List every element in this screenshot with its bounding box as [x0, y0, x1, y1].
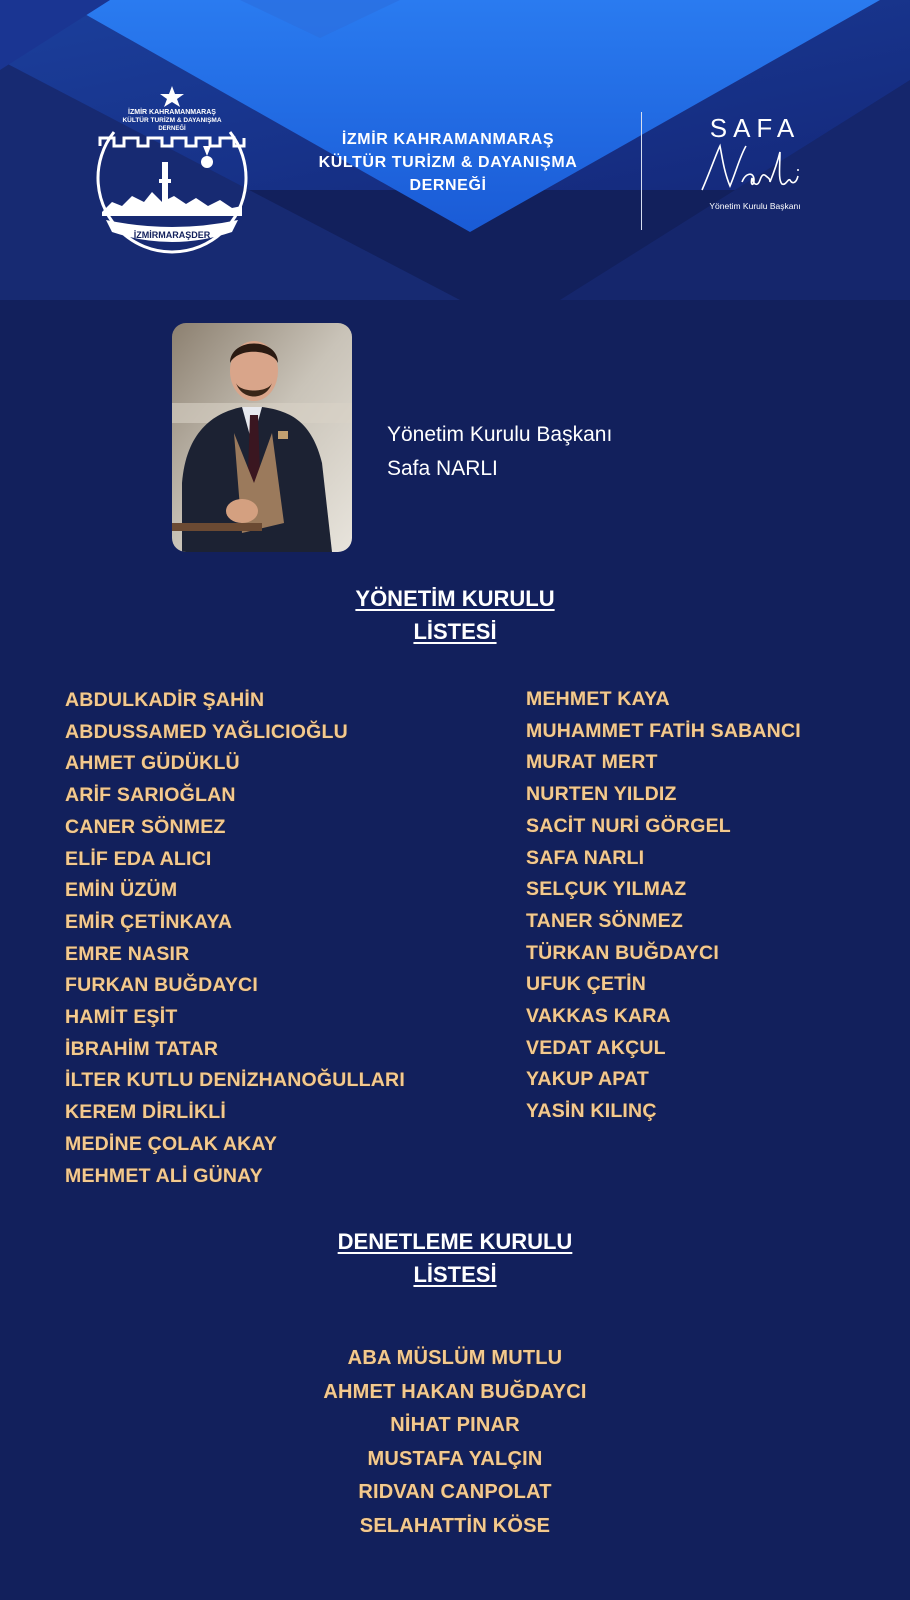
- audit-list: [0, 1342, 910, 1544]
- org-title-line: KÜLTÜR TURİZM & DAYANIŞMA: [318, 154, 578, 171]
- list-item: NİHAT PINAR: [390, 1414, 520, 1437]
- list-item: VEDAT AKÇUL: [526, 1036, 666, 1059]
- president-photo: [172, 323, 352, 552]
- audit-section-title: [0, 1225, 910, 1291]
- association-logo: [92, 84, 252, 254]
- signature-script-icon: [680, 142, 830, 194]
- list-item: VAKKAS KARA: [526, 1005, 671, 1028]
- list-item: CANER SÖNMEZ: [65, 815, 226, 838]
- organization-title: [278, 128, 618, 197]
- list-item: ABDUSSAMED YAĞLICIOĞLU: [65, 720, 348, 743]
- list-item: EMİN ÜZÜM: [65, 879, 178, 902]
- org-title-line: İZMİR KAHRAMANMARAŞ: [341, 131, 555, 148]
- list-item: ARİF SARIOĞLAN: [65, 784, 236, 807]
- board-section-title: [0, 582, 910, 648]
- svg-text:İZMİRMARAŞDER: İZMİRMARAŞDER: [133, 230, 211, 240]
- list-item: MUHAMMET FATİH SABANCI: [526, 719, 801, 742]
- list-item: FURKAN BUĞDAYCI: [65, 974, 258, 997]
- list-item: AHMET GÜDÜKLÜ: [65, 752, 240, 775]
- list-item: EMİR ÇETİNKAYA: [65, 910, 233, 933]
- org-title-line: DERNEĞİ: [409, 177, 487, 194]
- president-info: [387, 418, 612, 486]
- list-item: NURTEN YILDIZ: [526, 783, 677, 806]
- list-item: SAFA NARLI: [526, 846, 645, 869]
- list-item: MEHMET KAYA: [526, 688, 670, 710]
- star-icon: [160, 86, 184, 107]
- president-name: Safa NARLI: [387, 457, 498, 480]
- audit-title-line2: LİSTESİ: [413, 1262, 497, 1287]
- list-item: ABDULKADİR ŞAHİN: [65, 689, 265, 711]
- list-item: HAMİT EŞİT: [65, 1006, 178, 1029]
- audit-title-line1: DENETLEME KURULU: [337, 1229, 573, 1254]
- list-item: RIDVAN CANPOLAT: [358, 1481, 552, 1504]
- list-item: YAKUP APAT: [526, 1068, 649, 1091]
- list-item: ELİF EDA ALICI: [65, 847, 212, 870]
- list-item: MEDİNE ÇOLAK AKAY: [65, 1132, 278, 1155]
- list-item: SACİT NURİ GÖRGEL: [526, 814, 731, 837]
- president-signature: [680, 114, 830, 211]
- list-item: TÜRKAN BUĞDAYCI: [526, 941, 719, 964]
- list-item: AHMET HAKAN BUĞDAYCI: [323, 1380, 587, 1403]
- board-list-right: [526, 684, 801, 1128]
- signature-role: Yönetim Kurulu Başkanı: [709, 201, 801, 211]
- header-banner: [0, 0, 910, 300]
- list-item: MUSTAFA YALÇIN: [367, 1447, 543, 1470]
- svg-text:DERNEĞİ: DERNEĞİ: [158, 126, 186, 132]
- list-item: MURAT MERT: [526, 751, 658, 774]
- list-item: YASİN KILINÇ: [526, 1100, 657, 1123]
- svg-text:KÜLTÜR TURİZM & DAYANIŞMA: KÜLTÜR TURİZM & DAYANIŞMA: [122, 117, 222, 124]
- header-divider: [641, 112, 642, 230]
- signature-first-name: SAFA: [709, 113, 801, 143]
- list-item: UFUK ÇETİN: [526, 973, 647, 996]
- board-list-left: [65, 685, 405, 1192]
- list-item: ABA MÜSLÜM MUTLU: [347, 1347, 563, 1369]
- list-item: SELAHATTİN KÖSE: [359, 1514, 551, 1537]
- board-title-line2: LİSTESİ: [413, 619, 497, 644]
- list-item: İLTER KUTLU DENİZHANOĞULLARI: [65, 1069, 405, 1092]
- list-item: İBRAHİM TATAR: [65, 1037, 219, 1060]
- list-item: MEHMET ALİ GÜNAY: [65, 1164, 263, 1187]
- list-item: SELÇUK YILMAZ: [526, 878, 687, 901]
- list-item: EMRE NASIR: [65, 942, 190, 965]
- list-item: TANER SÖNMEZ: [526, 909, 683, 932]
- board-title-line1: YÖNETİM KURULU: [355, 586, 555, 611]
- president-role-label: Yönetim Kurulu Başkanı: [387, 423, 613, 446]
- svg-text:İZMİR KAHRAMANMARAŞ: İZMİR KAHRAMANMARAŞ: [128, 109, 216, 116]
- list-item: KEREM DİRLİKLİ: [65, 1101, 226, 1124]
